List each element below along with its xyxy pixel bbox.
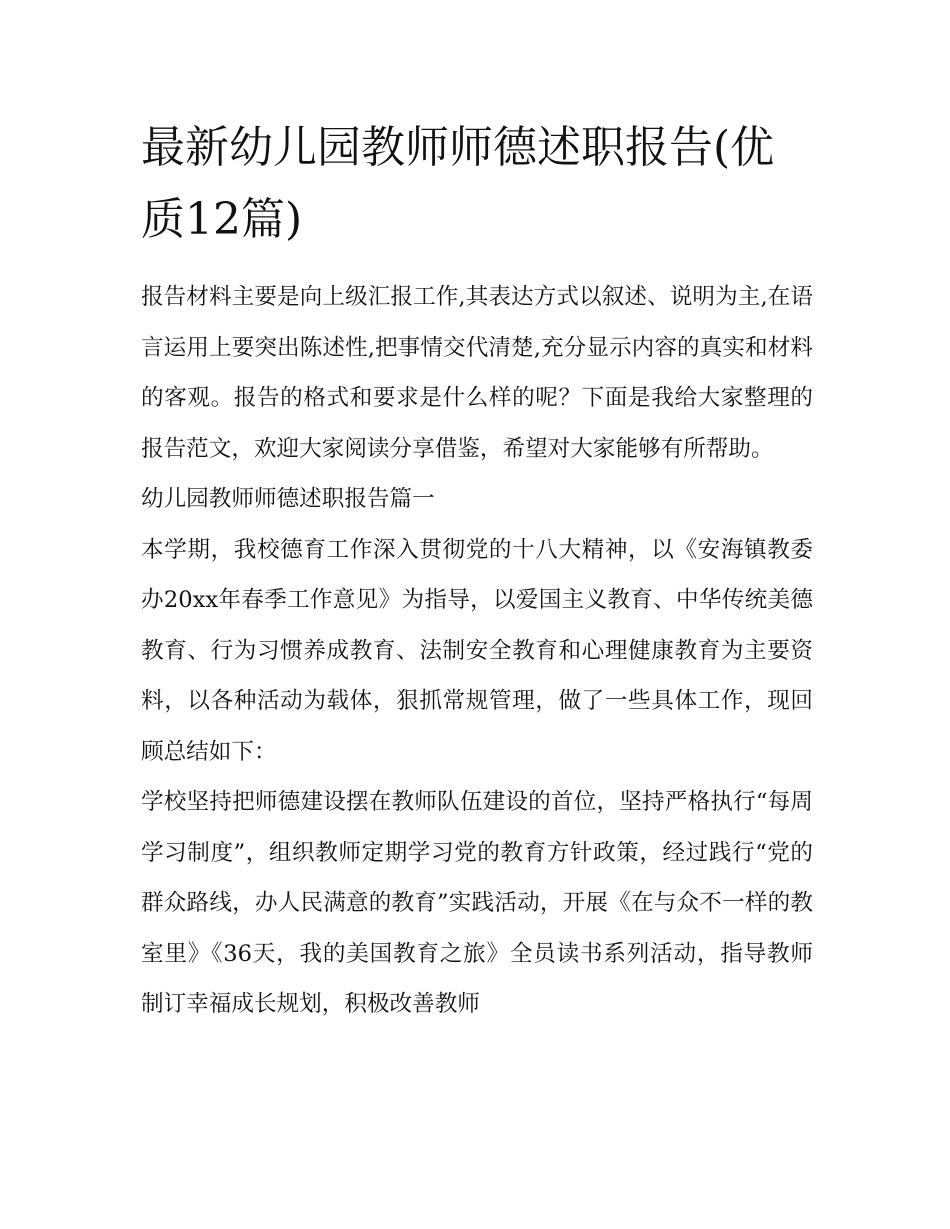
- body-paragraph-2: 学校坚持把师德建设摆在教师队伍建设的首位，坚持严格执行“每周学习制度”，组织教师定期学习党的教育方针政策，经过践行“党的群众路线，办人民满意的教育”实践活动，开展《在与众不一样的教室里》《36天，我的美国教育之旅》全员读书系列活动，指导教师制订幸福成长规划，积极改善教师: [141, 789, 813, 1017]
- document-title: 最新幼儿园教师师德述职报告(优质12篇): [141, 122, 775, 245]
- document-content: [141, 112, 813, 1030]
- intro-paragraph: 报告材料主要是向上级汇报工作,其表达方式以叙述、说明为主,在语言运用上要突出陈述性,把事情交代清楚,充分显示内容的真实和材料的客观。报告的格式和要求是什么样的呢？下面是我给大家整理的报告范文，欢迎大家阅读分享借鉴，希望对大家能够有所帮助。: [141, 284, 813, 462]
- section-heading: 幼儿园教师师德述职报告篇一: [141, 486, 435, 512]
- body-paragraph-1: 本学期，我校德育工作深入贯彻党的十八大精神，以《安海镇教委办20xx年春季工作意见》为指导，以爱国主义教育、中华传统美德教育、行为习惯养成教育、法制安全教育和心理健康教育为主要资料，以各种活动为载体，狠抓常规管理，做了一些具体工作，现回顾总结如下：: [141, 536, 813, 765]
